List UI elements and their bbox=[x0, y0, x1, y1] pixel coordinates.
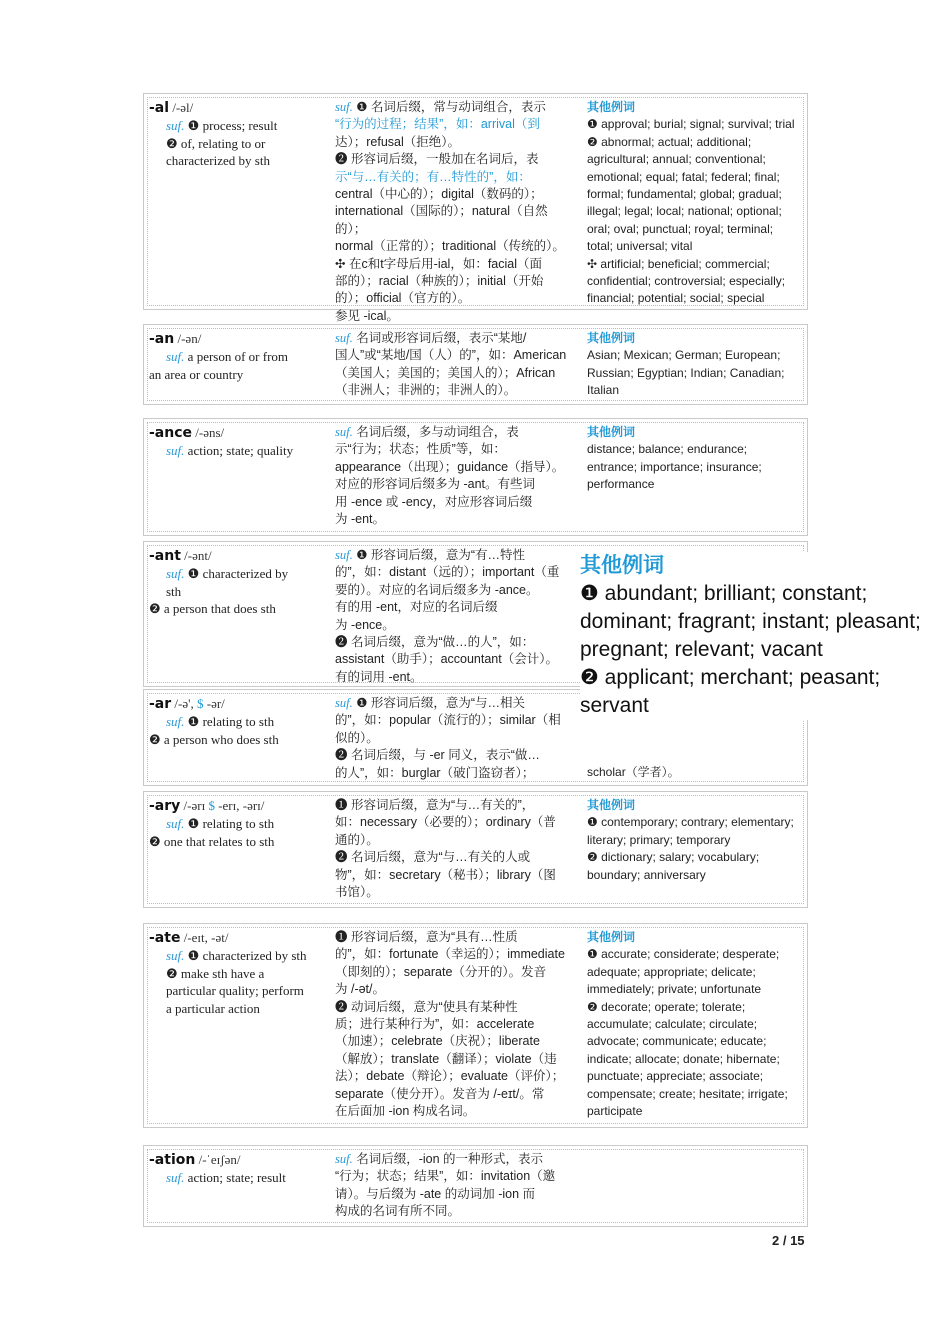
example-line: accumulate; calculate; circulate; bbox=[587, 1017, 758, 1032]
english-sense: characterized by sth bbox=[166, 153, 270, 169]
definition-line: （非洲人；非洲的；非洲人的）。 bbox=[335, 383, 517, 398]
english-sense: sth bbox=[166, 583, 182, 599]
headword: -ance bbox=[149, 425, 193, 441]
definition-line: 部的）；racial（种族的）；initial（开始 bbox=[335, 274, 544, 289]
us-pronunciation: -ər/ bbox=[206, 696, 225, 711]
us-pronunciation: -erɪ, -ərɪ/ bbox=[218, 798, 265, 813]
english-sense: ❷ make sth have a bbox=[166, 965, 265, 981]
english-sense: suf. ❶ characterized by bbox=[166, 566, 289, 582]
ant-examples-enlarged bbox=[580, 552, 930, 720]
pronunciation: /-əl/ bbox=[172, 100, 194, 115]
example-line: Russian; Egyptian; Indian; Canadian; bbox=[587, 365, 785, 380]
example-line: agricultural; annual; conventional; bbox=[587, 152, 766, 167]
entry-ance-left bbox=[149, 424, 327, 460]
definition-line: 构成的名词有所不同。 bbox=[335, 1204, 461, 1219]
example-line: emotional; equal; fatal; federal; final; bbox=[587, 169, 780, 184]
english-sense: ❷ of, relating to or bbox=[166, 135, 266, 151]
definition-line: 请）。与后缀为 -ate 的动词加 -ion 而 bbox=[335, 1186, 536, 1201]
example-line: adequate; appropriate; delicate; bbox=[587, 964, 756, 979]
definition-line: ❷ 名词后缀，意为“与…有关的人或 bbox=[335, 850, 531, 865]
entry-ate-examples bbox=[587, 929, 807, 1120]
definition-line: suf. ❶ 名词后缀，常与动词组合，表示 bbox=[335, 100, 546, 114]
example-line: distance; balance; endurance; bbox=[587, 442, 748, 457]
definition-line: normal（正常的）；traditional（传统的）。 bbox=[335, 239, 565, 254]
pronunciation: /-ərɪ bbox=[183, 798, 206, 813]
definition-line: 通的）。 bbox=[335, 832, 379, 847]
english-sense: an area or country bbox=[149, 366, 244, 382]
suffix-label: suf. bbox=[335, 1152, 353, 1166]
definition-line: 如：necessary（必要的）；ordinary（普 bbox=[335, 815, 556, 830]
entry-ar-left bbox=[149, 695, 327, 748]
definition-line: 国人”或“某地/国（人）的”，如：American bbox=[335, 348, 567, 363]
example-line: ❶ accurate; considerate; desperate; bbox=[587, 947, 780, 962]
definition-line: assistant（助手）；accountant（会计）。 bbox=[335, 652, 558, 667]
examples-heading: 其他例词 bbox=[587, 425, 636, 439]
definition-line: suf. ❶ 形容词后缀，意为“有…特性 bbox=[335, 548, 526, 562]
definition-line: 法）；debate（辩论）；evaluate（评价）； bbox=[335, 1069, 565, 1084]
definition-line: 达）；refusal（拒绝）。 bbox=[335, 134, 461, 149]
example-line: illegal; legal; local; national; optional; bbox=[587, 204, 782, 219]
example-line: ❷ abnormal; actual; additional; bbox=[587, 134, 752, 149]
suffix-label: suf. bbox=[335, 331, 353, 345]
example-line: performance bbox=[587, 477, 655, 492]
definition-line: ✣ 在c和t字母后用-ial，如：facial（面 bbox=[335, 256, 543, 271]
definition-line: （加速）；celebrate（庆祝）；liberate bbox=[335, 1034, 540, 1049]
entry-an-definition bbox=[335, 330, 578, 400]
example-line: ❶ contemporary; contrary; elementary; bbox=[587, 815, 794, 830]
english-sense: ❷ a person that does sth bbox=[149, 601, 276, 617]
definition-line: suf. ❶ 形容词后缀，意为“与…相关 bbox=[335, 696, 526, 710]
example-line: servant bbox=[580, 694, 649, 717]
english-sense: suf. action; state; quality bbox=[166, 443, 294, 459]
entry-ary-definition bbox=[335, 797, 578, 901]
example-line: immediately; private; unfortunate bbox=[587, 982, 762, 997]
definition-line: 的”，如：distant（远的）；important（重 bbox=[335, 565, 560, 580]
definition-line: 似的）。 bbox=[335, 730, 379, 745]
definition-line: 的”，如：fortunate（幸运的）；immediate bbox=[335, 947, 565, 962]
examples-heading: 其他例词 bbox=[587, 930, 636, 944]
us-pronunciation-mark: $ bbox=[208, 798, 215, 813]
definition-line: 为 -ent。 bbox=[335, 512, 386, 527]
suffix-label: suf. bbox=[166, 948, 185, 964]
example-tail: scholar（学者）。 bbox=[587, 765, 680, 779]
headword: -ar bbox=[149, 696, 172, 712]
suffix-label: suf. bbox=[166, 349, 185, 365]
definition-line: “行为；状态；结果”，如：invitation（邀 bbox=[335, 1169, 556, 1184]
examples-heading: 其他例词 bbox=[587, 100, 636, 114]
definition-line: 有的用 -ent，对应的名词后缀 bbox=[335, 600, 498, 615]
definition-line: 有的词用 -ent。 bbox=[335, 669, 423, 684]
definition-line: appearance（出现）；guidance（指导）。 bbox=[335, 459, 565, 474]
example-line: entrance; importance; insurance; bbox=[587, 459, 762, 474]
entry-an-examples bbox=[587, 330, 807, 400]
english-sense: suf. action; state; result bbox=[166, 1170, 286, 1186]
english-sense: suf. ❶ process; result bbox=[166, 118, 278, 134]
entry-an bbox=[143, 324, 808, 405]
english-sense: suf. ❶ relating to sth bbox=[166, 816, 275, 832]
definition-line: 的人”，如：burglar（破门盗窃者）； bbox=[335, 765, 535, 780]
entry-ation-left bbox=[149, 1151, 327, 1187]
definition-line: ❷ 形容词后缀，一般加在名词后，表 bbox=[335, 152, 539, 167]
headword: -ation bbox=[149, 1152, 196, 1168]
english-sense: particular quality; perform bbox=[166, 983, 304, 999]
english-sense: ❷ one that relates to sth bbox=[149, 833, 275, 849]
example-line: ❷ dictionary; salary; vocabulary; bbox=[587, 850, 760, 865]
definition-line: （解放）；translate（翻译）；violate（违 bbox=[335, 1051, 557, 1066]
definition-line: ❶ 形容词后缀，意为“具有…性质 bbox=[335, 930, 518, 944]
definition-line: “行为的过程；结果”，如：arrival（到 bbox=[335, 117, 540, 132]
pronunciation: /-ən/ bbox=[177, 331, 202, 346]
suffix-label: suf. bbox=[335, 548, 353, 562]
example-line: indicate; allocate; donate; hibernate; bbox=[587, 1051, 780, 1066]
example-line: dominant; fragrant; instant; pleasant; bbox=[580, 610, 921, 633]
entry-ance-definition bbox=[335, 424, 578, 528]
suffix-label: suf. bbox=[166, 443, 185, 459]
definition-line: suf. 名词后缀，-ion 的一种形式，表示 bbox=[335, 1152, 544, 1166]
definition-line: （即刻的）；separate（分开的）。发音 bbox=[335, 964, 547, 979]
example-line: ✣ artificial; beneficial; commercial; bbox=[587, 256, 770, 271]
example-line: literary; primary; temporary bbox=[587, 832, 731, 847]
entry-ar-definition bbox=[335, 695, 578, 782]
entry-ary-left bbox=[149, 797, 327, 850]
definition-line: 为 -ence。 bbox=[335, 617, 395, 632]
definition-line: ❷ 动词后缀，意为“使具有某种性 bbox=[335, 999, 518, 1014]
pronunciation: /-ˈeɪʃən/ bbox=[198, 1152, 241, 1167]
example-line: oral; oval; punctual; royal; terminal; bbox=[587, 221, 774, 236]
suffix-label: suf. bbox=[166, 118, 185, 134]
definition-line: 参见 -ical。 bbox=[335, 308, 399, 323]
example-line: ❶ abundant; brilliant; constant; bbox=[580, 582, 868, 605]
entry-ant-definition bbox=[335, 547, 578, 686]
entry-ate-left bbox=[149, 929, 327, 1017]
entry-al bbox=[143, 93, 808, 323]
definition-line: central（中心的）；digital（数码的）； bbox=[335, 187, 543, 202]
example-line: boundary; anniversary bbox=[587, 867, 706, 882]
definition-line: 的）；official（官方的）。 bbox=[335, 291, 471, 306]
example-line: ❷ decorate; operate; tolerate; bbox=[587, 999, 746, 1014]
pronunciation: /-əns/ bbox=[195, 425, 225, 440]
definition-line: 示“与…有关的；有…特性的”，如： bbox=[335, 169, 531, 184]
definition-line: ❶ 形容词后缀，意为“与…有关的”， bbox=[335, 798, 535, 812]
definition-line: （美国人；美国的；美国人的）；African bbox=[335, 365, 556, 380]
entry-ate-definition bbox=[335, 929, 578, 1120]
english-sense: a particular action bbox=[166, 1000, 260, 1016]
suffix-label: suf. bbox=[166, 1170, 185, 1186]
suffix-label: suf. bbox=[335, 696, 353, 710]
example-line: confidential; controversial; especially; bbox=[587, 274, 786, 289]
headword: -ate bbox=[149, 930, 181, 946]
us-pronunciation-mark: $ bbox=[196, 696, 204, 711]
definition-line: international（国际的）；natural（自然的）； bbox=[335, 204, 548, 236]
example-line: ❶ approval; burial; signal; survival; trial bbox=[587, 117, 795, 132]
example-line: compensate; create; hesitate; irrigate; bbox=[587, 1086, 788, 1101]
suffix-label: suf. bbox=[166, 566, 185, 582]
example-line: participate bbox=[587, 1104, 643, 1119]
example-line: ❷ applicant; merchant; peasant; bbox=[580, 666, 881, 689]
entry-ance-examples bbox=[587, 424, 807, 494]
definition-line: 示“行为；状态；性质”等，如： bbox=[335, 442, 506, 457]
definition-line: suf. 名词或形容词后缀，表示“某地/ bbox=[335, 331, 527, 345]
example-line: pregnant; relevant; vacant bbox=[580, 638, 823, 661]
entry-al-left bbox=[149, 99, 327, 170]
definition-line: suf. 名词后缀，多与动词组合，表 bbox=[335, 425, 519, 439]
entry-al-definition bbox=[335, 99, 578, 325]
example-line: Italian bbox=[587, 383, 620, 398]
example-line: Asian; Mexican; German; European; bbox=[587, 348, 781, 363]
definition-line: 对应的形容词后缀多为 -ant。有些词 bbox=[335, 477, 536, 492]
definition-line: 用 -ence 或 -ency，对应形容词后缀 bbox=[335, 494, 533, 509]
pronunciation: /-ə', bbox=[174, 696, 194, 711]
english-sense: ❷ a person who does sth bbox=[149, 731, 279, 747]
definition-line: 要的）。对应的名词后缀多为 -ance。 bbox=[335, 582, 539, 597]
entry-ance bbox=[143, 418, 808, 536]
english-sense: suf. ❶ characterized by sth bbox=[166, 948, 307, 964]
headword: -al bbox=[149, 100, 170, 116]
entry-al-examples bbox=[587, 99, 807, 308]
headword: -an bbox=[149, 331, 175, 347]
page-number: 2 / 15 bbox=[772, 1233, 805, 1248]
definition-line: ❷ 名词后缀，与 -er 同义，表示“做… bbox=[335, 748, 540, 763]
definition-line: ❷ 名词后缀，意为“做…的人”，如： bbox=[335, 635, 535, 650]
definition-line: 为 /-ət/。 bbox=[335, 982, 386, 997]
suffix-label: suf. bbox=[335, 425, 353, 439]
suffix-label: suf. bbox=[166, 816, 185, 832]
english-sense: suf. ❶ relating to sth bbox=[166, 714, 275, 730]
suffix-label: suf. bbox=[335, 100, 353, 114]
pronunciation: /-eɪt, -ət/ bbox=[183, 930, 229, 945]
entry-ate bbox=[143, 923, 808, 1128]
examples-heading: 其他例词 bbox=[580, 554, 664, 577]
example-line: formal; fundamental; global; gradual; bbox=[587, 187, 782, 202]
definition-line: 质；进行某种行为”，如：accelerate bbox=[335, 1017, 535, 1032]
entry-ation bbox=[143, 1145, 808, 1227]
entry-ation-definition bbox=[335, 1151, 578, 1221]
examples-heading: 其他例词 bbox=[587, 331, 636, 345]
headword: -ant bbox=[149, 548, 181, 564]
example-line: total; universal; vital bbox=[587, 239, 693, 254]
entry-an-left bbox=[149, 330, 327, 383]
example-line: advocate; communicate; educate; bbox=[587, 1034, 767, 1049]
definition-line: separate（使分开）。发音为 /-eɪt/。常 bbox=[335, 1086, 545, 1101]
pronunciation: /-ənt/ bbox=[184, 548, 212, 563]
entry-ant-left bbox=[149, 547, 327, 618]
examples-heading: 其他例词 bbox=[587, 798, 636, 812]
example-line: punctuate; appreciate; associate; bbox=[587, 1069, 764, 1084]
suffix-label: suf. bbox=[166, 714, 185, 730]
english-sense: suf. a person of or from bbox=[166, 349, 289, 365]
definition-line: 物”，如：secretary（秘书）；library（图 bbox=[335, 867, 556, 882]
entry-ary bbox=[143, 791, 808, 908]
headword: -ary bbox=[149, 798, 181, 814]
entry-ary-examples bbox=[587, 797, 807, 884]
definition-line: 在后面加 -ion 构成名词。 bbox=[335, 1104, 476, 1119]
definition-line: 的”，如：popular（流行的）；similar（相 bbox=[335, 713, 561, 728]
definition-line: 书馆）。 bbox=[335, 885, 379, 900]
example-line: financial; potential; social; special bbox=[587, 291, 765, 306]
